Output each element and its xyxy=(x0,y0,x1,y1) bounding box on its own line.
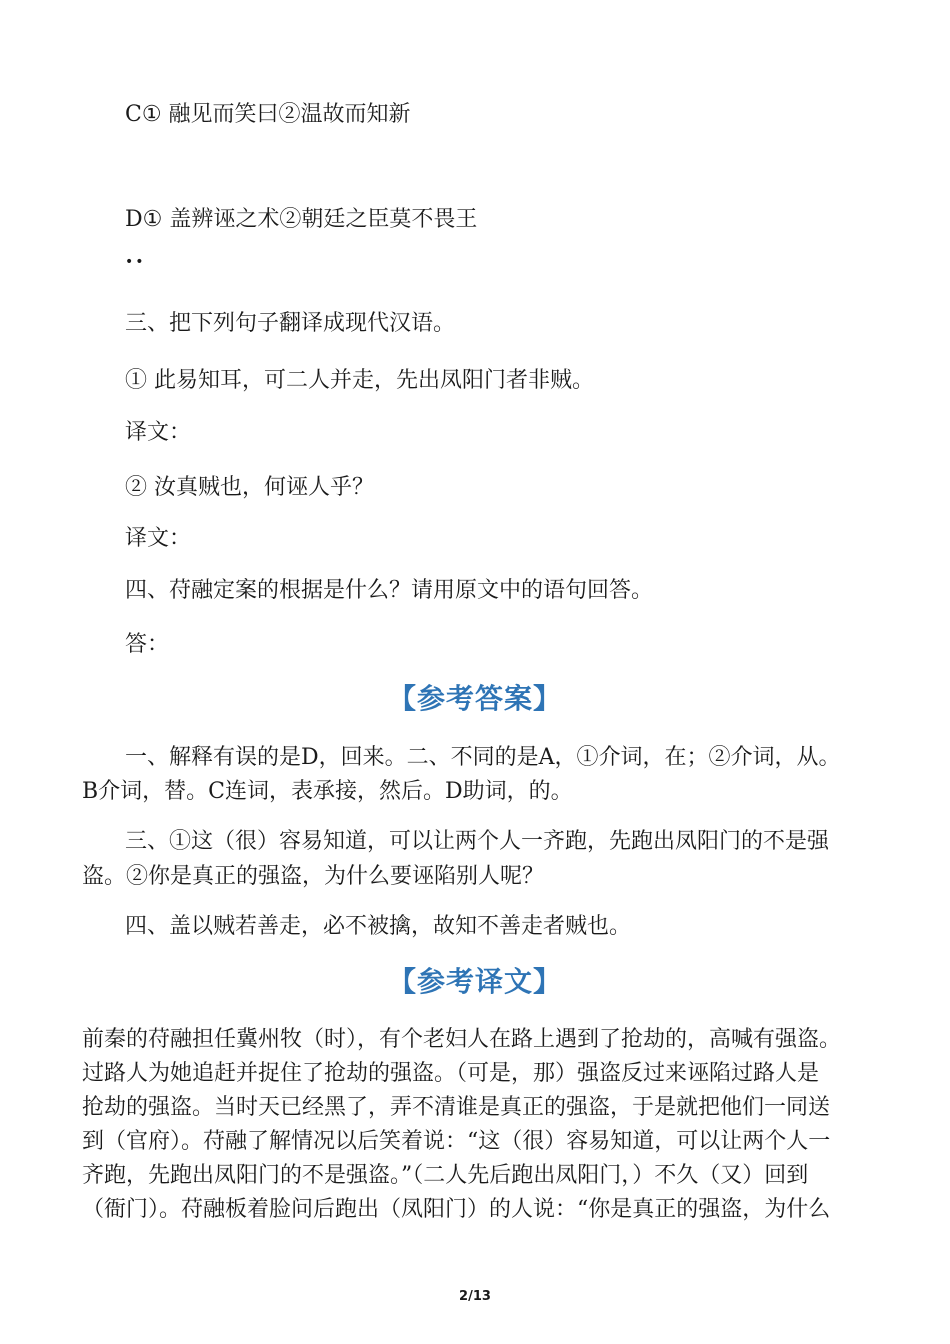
bullet-marks: •• xyxy=(125,254,146,270)
section3-answer-label-1: 译文： xyxy=(125,420,192,445)
translation-line: 前秦的苻融担任冀州牧（时），有个老妇人在路上遇到了抢劫的，高喊有强盗。 xyxy=(82,1027,842,1052)
section4-answer-label: 答： xyxy=(125,632,170,657)
section3-question-2: ② 汝真贼也，何诬人乎？ xyxy=(125,475,374,500)
page-number: 2/13 xyxy=(459,1289,491,1304)
translation-line: 齐跑，先跑出凤阳门的不是强盗。”（二人先后跑出凤阳门，）不久（又）回到 xyxy=(82,1163,809,1188)
option-d: D① 盖辨诬之术②朝廷之臣莫不畏王 xyxy=(125,207,478,232)
answer-line: 一、解释有误的是D，回来。二、不同的是A，①介词，在；②介词，从。 xyxy=(125,745,841,770)
translation-heading: 【参考译文】 xyxy=(387,965,562,998)
section3-title: 三、把下列句子翻译成现代汉语。 xyxy=(125,311,456,336)
section4-title: 四、苻融定案的根据是什么？请用原文中的语句回答。 xyxy=(125,578,654,603)
section3-answer-label-2: 译文： xyxy=(125,526,192,551)
translation-line: 过路人为她追赶并捉住了抢劫的强盗。（可是，那）强盗反过来诬陷过路人是 xyxy=(82,1061,820,1086)
answer-line: 三、①这（很）容易知道，可以让两个人一齐跑，先跑出凤阳门的不是强 xyxy=(125,829,830,854)
answer-line: 四、盖以贼若善走，必不被擒，故知不善走者贼也。 xyxy=(125,914,632,939)
translation-line: 抢劫的强盗。当时天已经黑了，弄不清谁是真正的强盗，于是就把他们一同送 xyxy=(82,1095,831,1120)
answer-line: B介词，替。C连词，表承接，然后。D助词，的。 xyxy=(82,779,573,804)
translation-line: 到（官府）。苻融了解情况以后笑着说：“这（很）容易知道，可以让两个人一 xyxy=(82,1129,831,1154)
answer-line: 盗。②你是真正的强盗，为什么要诬陷别人呢？ xyxy=(82,864,545,889)
section3-question-1: ① 此易知耳，可二人并走，先出凤阳门者非贼。 xyxy=(125,368,594,393)
answers-heading: 【参考答案】 xyxy=(387,682,562,715)
translation-line: （衙门）。苻融板着脸问后跑出（凤阳门）的人说：“你是真正的强盗，为什么 xyxy=(82,1197,831,1222)
option-c: C① 融见而笑曰②温故而知新 xyxy=(125,102,411,127)
